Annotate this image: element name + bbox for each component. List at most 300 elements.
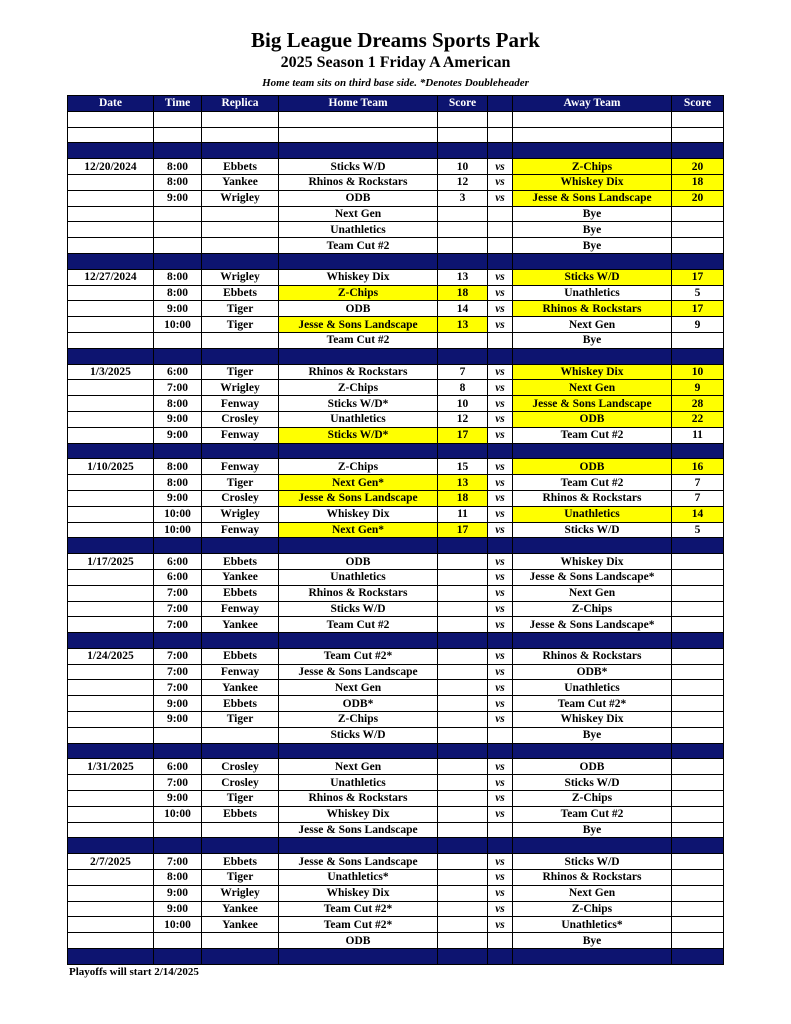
table-row <box>68 870 724 886</box>
page-subtitle: 2025 Season 1 Friday A American <box>280 54 511 71</box>
cell-date <box>68 585 154 601</box>
cell-home-team: Rhinos & Rockstars <box>279 791 438 807</box>
cell-vs: vs <box>488 269 513 285</box>
cell-home-team: Z-Chips <box>279 285 438 301</box>
cell-time: 6:00 <box>154 569 202 585</box>
cell-date <box>68 443 154 459</box>
cell-away-score <box>672 538 724 554</box>
table-row <box>68 285 724 301</box>
cell-away-score <box>672 743 724 759</box>
cell-vs: vs <box>488 427 513 443</box>
cell-away-team: Team Cut #2 <box>513 427 672 443</box>
cell-date <box>68 143 154 159</box>
cell-home-score <box>438 949 488 965</box>
cell-vs <box>488 348 513 364</box>
cell-replica: Ebbets <box>202 285 279 301</box>
cell-replica: Crosley <box>202 490 279 506</box>
cell-time: 10:00 <box>154 522 202 538</box>
cell-home-score <box>438 743 488 759</box>
cell-home-score <box>438 238 488 254</box>
table-row <box>68 885 724 901</box>
cell-away-team <box>513 633 672 649</box>
cell-replica: Tiger <box>202 317 279 333</box>
cell-vs <box>488 143 513 159</box>
cell-time: 8:00 <box>154 870 202 886</box>
cell-date <box>68 712 154 728</box>
cell-date <box>68 222 154 238</box>
cell-away-team: Unathletics <box>513 285 672 301</box>
cell-away-score: 7 <box>672 475 724 491</box>
cell-home-team: Team Cut #2 <box>279 332 438 348</box>
table-row <box>68 411 724 427</box>
cell-away-score: 17 <box>672 269 724 285</box>
cell-away-score <box>672 633 724 649</box>
cell-time: 6:00 <box>154 364 202 380</box>
cell-time: 7:00 <box>154 585 202 601</box>
cell-vs: vs <box>488 901 513 917</box>
cell-date <box>68 206 154 222</box>
cell-date <box>68 901 154 917</box>
cell-date <box>68 285 154 301</box>
cell-away-score <box>672 680 724 696</box>
cell-home-team: Rhinos & Rockstars <box>279 364 438 380</box>
cell-home-team <box>279 253 438 269</box>
cell-home-score <box>438 901 488 917</box>
cell-home-team: Jesse & Sons Landscape <box>279 854 438 870</box>
cell-home-score <box>438 633 488 649</box>
cell-home-team: Unathletics* <box>279 870 438 886</box>
cell-time: 7:00 <box>154 380 202 396</box>
cell-vs <box>488 222 513 238</box>
cell-home-team: ODB <box>279 301 438 317</box>
cell-date <box>68 680 154 696</box>
cell-home-team <box>279 633 438 649</box>
cell-date <box>68 301 154 317</box>
cell-vs: vs <box>488 380 513 396</box>
cell-date <box>68 427 154 443</box>
cell-away-score <box>672 332 724 348</box>
table-row <box>68 664 724 680</box>
cell-time: 10:00 <box>154 806 202 822</box>
cell-replica: Wrigley <box>202 190 279 206</box>
cell-time: 7:00 <box>154 854 202 870</box>
cell-replica <box>202 443 279 459</box>
cell-home-score <box>438 601 488 617</box>
table-row <box>68 585 724 601</box>
cell-home-team <box>279 743 438 759</box>
cell-home-score: 18 <box>438 490 488 506</box>
cell-vs: vs <box>488 174 513 190</box>
cell-replica: Ebbets <box>202 648 279 664</box>
cell-time <box>154 222 202 238</box>
cell-replica: Crosley <box>202 775 279 791</box>
cell-away-team <box>513 949 672 965</box>
table-row <box>68 712 724 728</box>
cell-away-team: Bye <box>513 822 672 838</box>
cell-away-score <box>672 443 724 459</box>
cell-date <box>68 696 154 712</box>
cell-date <box>68 380 154 396</box>
cell-away-score <box>672 222 724 238</box>
cell-replica: Wrigley <box>202 269 279 285</box>
cell-time: 9:00 <box>154 411 202 427</box>
cell-away-team: Rhinos & Rockstars <box>513 870 672 886</box>
cell-home-score <box>438 680 488 696</box>
cell-home-score: 12 <box>438 174 488 190</box>
cell-home-score <box>438 727 488 743</box>
cell-away-team: Unathletics <box>513 506 672 522</box>
cell-away-team: ODB <box>513 411 672 427</box>
table-row <box>68 159 724 175</box>
cell-away-team: Z-Chips <box>513 901 672 917</box>
col-away-team-header: Away Team <box>513 96 672 112</box>
cell-vs <box>488 949 513 965</box>
cell-home-score <box>438 712 488 728</box>
cell-home-team <box>279 111 438 127</box>
week-separator-row <box>68 538 724 554</box>
week-separator-row <box>68 633 724 649</box>
cell-away-score <box>672 933 724 949</box>
cell-replica <box>202 538 279 554</box>
cell-vs: vs <box>488 585 513 601</box>
cell-replica <box>202 822 279 838</box>
cell-date <box>68 822 154 838</box>
cell-home-score <box>438 917 488 933</box>
cell-away-team: Sticks W/D <box>513 269 672 285</box>
cell-replica: Ebbets <box>202 554 279 570</box>
cell-date <box>68 127 154 143</box>
cell-away-score <box>672 554 724 570</box>
col-home-score-header: Score <box>438 96 488 112</box>
cell-vs: vs <box>488 680 513 696</box>
cell-home-team: Whiskey Dix <box>279 269 438 285</box>
cell-home-team: Jesse & Sons Landscape <box>279 317 438 333</box>
cell-vs: vs <box>488 712 513 728</box>
cell-time: 8:00 <box>154 459 202 475</box>
cell-time: 8:00 <box>154 285 202 301</box>
cell-home-team: Whiskey Dix <box>279 885 438 901</box>
cell-home-score: 18 <box>438 285 488 301</box>
cell-replica: Yankee <box>202 617 279 633</box>
cell-away-score: 22 <box>672 411 724 427</box>
cell-away-team <box>513 443 672 459</box>
table-row <box>68 396 724 412</box>
cell-away-team: Bye <box>513 238 672 254</box>
cell-time: 10:00 <box>154 317 202 333</box>
table-row <box>68 680 724 696</box>
table-row <box>68 269 724 285</box>
cell-time: 7:00 <box>154 601 202 617</box>
cell-home-score: 14 <box>438 301 488 317</box>
cell-away-team: Rhinos & Rockstars <box>513 301 672 317</box>
cell-vs: vs <box>488 301 513 317</box>
cell-replica <box>202 222 279 238</box>
cell-time: 9:00 <box>154 301 202 317</box>
cell-home-team <box>279 127 438 143</box>
table-row <box>68 506 724 522</box>
cell-away-score <box>672 775 724 791</box>
cell-home-team: Whiskey Dix <box>279 806 438 822</box>
cell-away-score: 5 <box>672 285 724 301</box>
cell-away-score <box>672 143 724 159</box>
cell-date <box>68 633 154 649</box>
table-row <box>68 475 724 491</box>
cell-date <box>68 775 154 791</box>
cell-replica <box>202 743 279 759</box>
cell-replica: Yankee <box>202 569 279 585</box>
cell-date <box>68 949 154 965</box>
cell-home-team: Z-Chips <box>279 380 438 396</box>
cell-away-team: ODB <box>513 759 672 775</box>
cell-away-team: Z-Chips <box>513 159 672 175</box>
cell-away-team: Bye <box>513 933 672 949</box>
cell-home-score <box>438 838 488 854</box>
cell-time <box>154 727 202 743</box>
cell-away-team: Whiskey Dix <box>513 712 672 728</box>
cell-home-score <box>438 538 488 554</box>
cell-date <box>68 411 154 427</box>
cell-vs: vs <box>488 759 513 775</box>
week-separator-row <box>68 348 724 364</box>
cell-home-team: Team Cut #2* <box>279 648 438 664</box>
cell-home-score: 11 <box>438 506 488 522</box>
cell-vs <box>488 206 513 222</box>
cell-home-team: Team Cut #2 <box>279 238 438 254</box>
cell-home-score <box>438 791 488 807</box>
cell-home-score <box>438 759 488 775</box>
cell-replica: Yankee <box>202 680 279 696</box>
cell-home-team: Sticks W/D <box>279 159 438 175</box>
cell-home-team: Sticks W/D <box>279 601 438 617</box>
col-away-score-header: Score <box>672 96 724 112</box>
cell-home-score <box>438 648 488 664</box>
cell-date <box>68 885 154 901</box>
cell-away-score <box>672 806 724 822</box>
cell-away-team: ODB* <box>513 664 672 680</box>
cell-time <box>154 743 202 759</box>
cell-away-team: Bye <box>513 206 672 222</box>
cell-away-team: Jesse & Sons Landscape* <box>513 617 672 633</box>
cell-away-score <box>672 127 724 143</box>
cell-date <box>68 332 154 348</box>
cell-vs <box>488 127 513 143</box>
cell-replica <box>202 127 279 143</box>
table-row <box>68 901 724 917</box>
cell-away-team: Unathletics <box>513 680 672 696</box>
cell-away-team: Team Cut #2 <box>513 806 672 822</box>
cell-home-team: Jesse & Sons Landscape <box>279 822 438 838</box>
cell-replica: Ebbets <box>202 854 279 870</box>
cell-home-score <box>438 569 488 585</box>
cell-away-team: Z-Chips <box>513 601 672 617</box>
cell-home-team: ODB* <box>279 696 438 712</box>
cell-away-score <box>672 348 724 364</box>
schedule-table <box>67 95 724 965</box>
cell-home-score: 10 <box>438 159 488 175</box>
cell-away-team: Next Gen <box>513 380 672 396</box>
cell-replica: Ebbets <box>202 159 279 175</box>
cell-away-team: Bye <box>513 727 672 743</box>
cell-time: 9:00 <box>154 791 202 807</box>
col-time-header: Time <box>154 96 202 112</box>
cell-replica: Fenway <box>202 396 279 412</box>
cell-away-team: Unathletics* <box>513 917 672 933</box>
cell-away-team <box>513 253 672 269</box>
cell-time <box>154 443 202 459</box>
cell-home-score <box>438 253 488 269</box>
table-row <box>68 206 724 222</box>
cell-away-score <box>672 838 724 854</box>
table-row <box>68 727 724 743</box>
cell-away-team <box>513 127 672 143</box>
cell-date <box>68 522 154 538</box>
cell-vs: vs <box>488 870 513 886</box>
week-separator-row <box>68 838 724 854</box>
table-row <box>68 617 724 633</box>
cell-replica <box>202 332 279 348</box>
cell-date <box>68 538 154 554</box>
cell-home-team: Team Cut #2 <box>279 617 438 633</box>
cell-replica: Ebbets <box>202 585 279 601</box>
week-separator-row <box>68 443 724 459</box>
blank-row <box>68 127 724 143</box>
cell-home-team: Rhinos & Rockstars <box>279 174 438 190</box>
cell-time: 9:00 <box>154 901 202 917</box>
cell-away-score: 16 <box>672 459 724 475</box>
cell-date: 2/7/2025 <box>68 854 154 870</box>
cell-home-score <box>438 885 488 901</box>
cell-date <box>68 396 154 412</box>
cell-away-score: 7 <box>672 490 724 506</box>
cell-away-score <box>672 238 724 254</box>
cell-vs <box>488 743 513 759</box>
cell-away-score <box>672 111 724 127</box>
cell-away-score <box>672 712 724 728</box>
cell-replica: Wrigley <box>202 885 279 901</box>
cell-home-team <box>279 143 438 159</box>
cell-away-team: Sticks W/D <box>513 775 672 791</box>
cell-home-score <box>438 143 488 159</box>
cell-away-score <box>672 585 724 601</box>
cell-away-team <box>513 743 672 759</box>
cell-date <box>68 174 154 190</box>
cell-date: 1/31/2025 <box>68 759 154 775</box>
cell-away-team: Bye <box>513 332 672 348</box>
cell-date <box>68 917 154 933</box>
cell-replica <box>202 933 279 949</box>
cell-time <box>154 127 202 143</box>
col-date-header: Date <box>68 96 154 112</box>
week-separator-row <box>68 143 724 159</box>
cell-time: 10:00 <box>154 506 202 522</box>
cell-away-team: Jesse & Sons Landscape <box>513 190 672 206</box>
table-row <box>68 854 724 870</box>
cell-time: 7:00 <box>154 617 202 633</box>
cell-home-team: Jesse & Sons Landscape <box>279 664 438 680</box>
cell-vs: vs <box>488 569 513 585</box>
cell-date <box>68 348 154 364</box>
cell-away-score: 11 <box>672 427 724 443</box>
cell-vs: vs <box>488 459 513 475</box>
cell-vs: vs <box>488 396 513 412</box>
cell-away-team: Rhinos & Rockstars <box>513 648 672 664</box>
cell-away-score: 17 <box>672 301 724 317</box>
cell-replica: Fenway <box>202 427 279 443</box>
cell-time: 8:00 <box>154 269 202 285</box>
cell-away-score: 18 <box>672 174 724 190</box>
col-vs-header <box>488 96 513 112</box>
cell-date <box>68 190 154 206</box>
table-row <box>68 459 724 475</box>
cell-vs: vs <box>488 617 513 633</box>
cell-vs: vs <box>488 648 513 664</box>
col-home-team-header: Home Team <box>279 96 438 112</box>
cell-home-team: Team Cut #2* <box>279 917 438 933</box>
cell-replica: Ebbets <box>202 696 279 712</box>
cell-time: 6:00 <box>154 759 202 775</box>
cell-home-team: Unathletics <box>279 569 438 585</box>
table-row <box>68 554 724 570</box>
cell-time: 9:00 <box>154 696 202 712</box>
cell-time: 9:00 <box>154 885 202 901</box>
cell-time <box>154 143 202 159</box>
cell-vs: vs <box>488 554 513 570</box>
cell-home-score: 3 <box>438 190 488 206</box>
cell-time: 10:00 <box>154 917 202 933</box>
cell-vs <box>488 238 513 254</box>
cell-replica: Yankee <box>202 174 279 190</box>
cell-replica: Crosley <box>202 411 279 427</box>
cell-away-team: Sticks W/D <box>513 522 672 538</box>
cell-replica: Ebbets <box>202 806 279 822</box>
table-row <box>68 522 724 538</box>
cell-home-team: Team Cut #2* <box>279 901 438 917</box>
cell-away-score <box>672 727 724 743</box>
cell-home-team: ODB <box>279 554 438 570</box>
cell-time: 7:00 <box>154 680 202 696</box>
cell-vs: vs <box>488 506 513 522</box>
table-row <box>68 190 724 206</box>
cell-away-score: 28 <box>672 396 724 412</box>
cell-time: 8:00 <box>154 396 202 412</box>
cell-time: 9:00 <box>154 427 202 443</box>
cell-home-score: 17 <box>438 427 488 443</box>
cell-away-score <box>672 601 724 617</box>
cell-vs: vs <box>488 159 513 175</box>
cell-away-score <box>672 949 724 965</box>
cell-replica <box>202 111 279 127</box>
cell-date <box>68 727 154 743</box>
cell-home-team: Next Gen* <box>279 522 438 538</box>
cell-away-score: 5 <box>672 522 724 538</box>
cell-away-team: Jesse & Sons Landscape <box>513 396 672 412</box>
cell-away-score <box>672 253 724 269</box>
cell-date <box>68 506 154 522</box>
cell-date: 1/24/2025 <box>68 648 154 664</box>
cell-replica: Tiger <box>202 870 279 886</box>
cell-away-team: Bye <box>513 222 672 238</box>
cell-time <box>154 933 202 949</box>
cell-date: 12/27/2024 <box>68 269 154 285</box>
cell-time <box>154 238 202 254</box>
cell-date <box>68 617 154 633</box>
cell-away-score: 10 <box>672 364 724 380</box>
week-separator-row <box>68 949 724 965</box>
cell-home-team: Whiskey Dix <box>279 506 438 522</box>
cell-replica: Fenway <box>202 522 279 538</box>
cell-away-team <box>513 538 672 554</box>
cell-date: 1/3/2025 <box>68 364 154 380</box>
